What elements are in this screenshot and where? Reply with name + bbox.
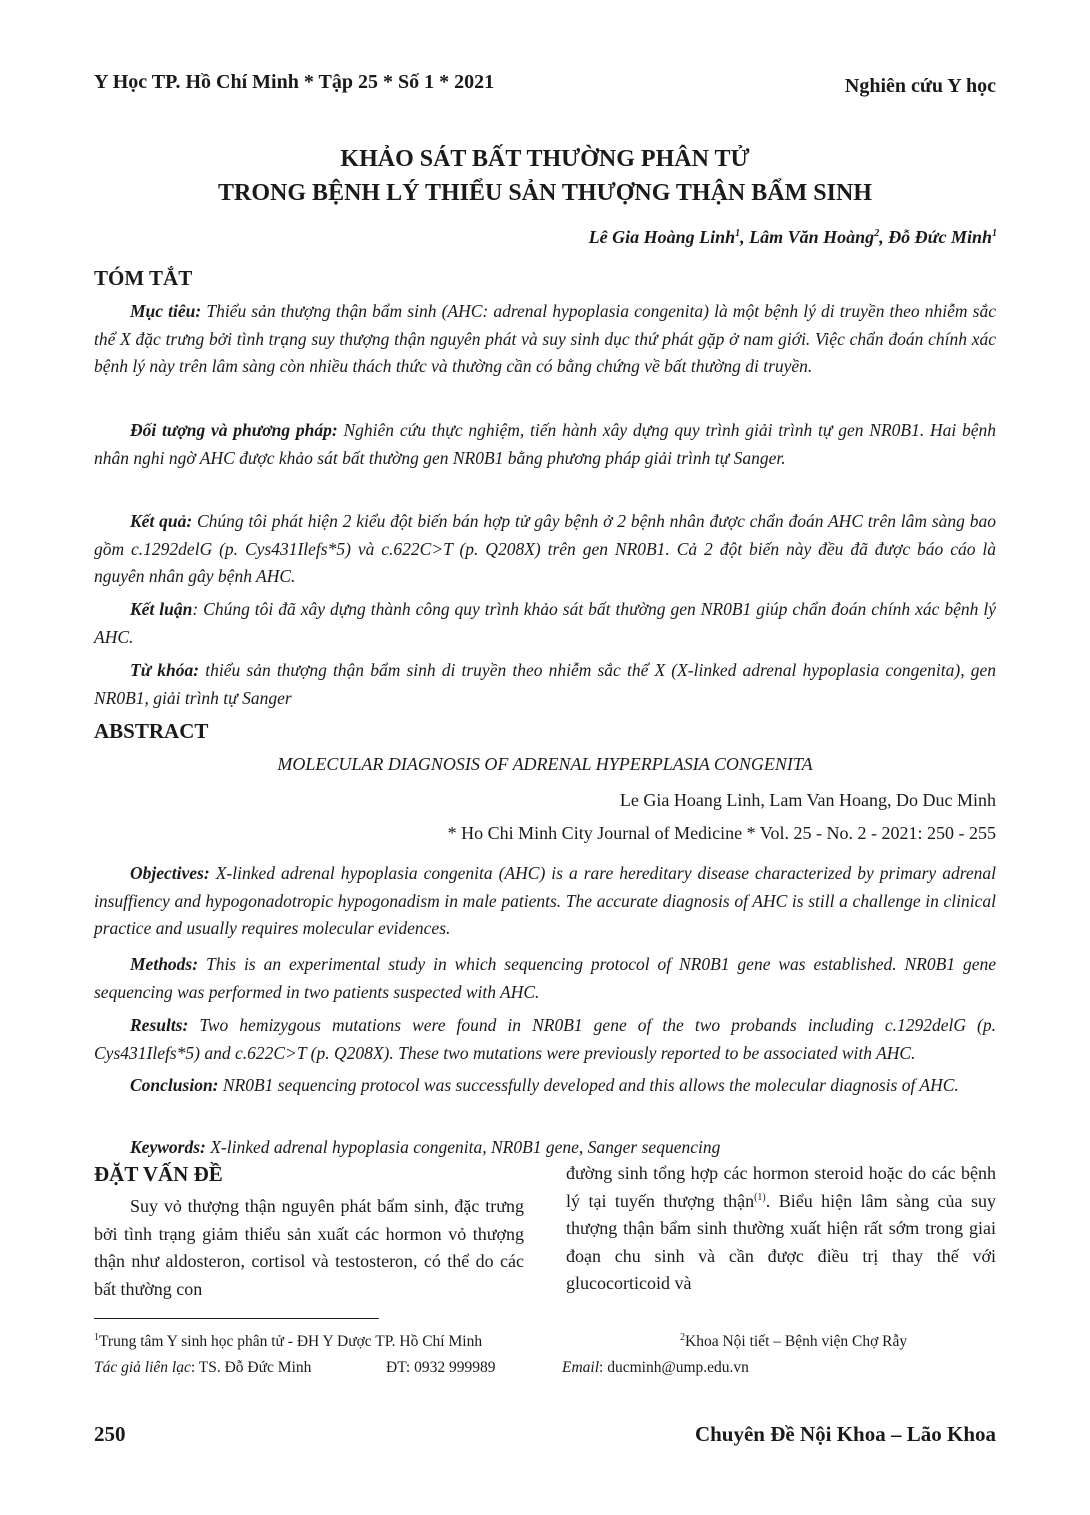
footnote-text: Trung tâm Y sinh học phân tử - ĐH Y Dược TP. Hồ Chí Minh: [99, 1333, 483, 1350]
abstract-keywords: [94, 1134, 996, 1162]
author-affiliation: 1: [992, 228, 997, 239]
intro-left-column: Suy vỏ thượng thận nguyên phát bẩm sinh, đặc trưng bởi tình trạng giảm thiểu sản xuất các hormon vỏ thượng thận như aldosteron, cortisol và testosteron, có thể do các bất thường con: [94, 1196, 524, 1299]
author-separator: ,: [740, 227, 750, 247]
summary-methods: [94, 417, 996, 472]
paragraph-label: Kết luận: [130, 599, 193, 619]
paragraph-text: This is an experimental study in which sequencing protocol of NR0B1 gene was established. NR0B1 gene sequencing was performed in two patients suspected with AHC.: [94, 954, 996, 1002]
abstract-methods: [94, 951, 996, 1006]
footnote-divider: [94, 1318, 379, 1319]
summary-heading: TÓM TẮT: [94, 266, 193, 290]
paragraph-label: Đối tượng và phương pháp:: [130, 420, 338, 440]
summary-results: [94, 508, 996, 591]
summary-objectives: [94, 298, 996, 381]
author-list: [589, 227, 997, 248]
page-number: 250: [94, 1422, 126, 1446]
author-name: Lê Gia Hoàng Linh: [588, 227, 736, 247]
paragraph-text: Thiểu sản thượng thận bẩm sinh (AHC: adrenal hypoplasia congenita) là một bệnh lý di truyền theo nhiễm sắc thể X đặc trưng bởi tình trạng suy thượng thận nguyên phát và suy sinh dục thứ phát gặp ở nam giới. Việc chẩn đoán chính xác bệnh lý này trên lâm sàng còn nhiều thách thức và thường cần có bằng chứng về bất thường di truyền.: [94, 301, 996, 376]
paragraph-text: Two hemizygous mutations were found in NR0B1 gene of the two probands including c.1292delG (p. Cys431Ilefs*5) and c.622C>T (p. Q208X). These two mutations were previously reported to be associated with AHC.: [94, 1015, 996, 1063]
paragraph-label: Objectives:: [130, 863, 210, 883]
intro-right-text: đường sinh tổng hợp các hormon steroid hoặc do các bệnh lý tại tuyến thượng thận: [566, 1163, 996, 1211]
abstract-citation: * Ho Chi Minh City Journal of Medicine * Vol. 25 - No. 2 - 2021: 250 - 255: [447, 823, 996, 843]
paragraph-label: Methods:: [130, 954, 199, 974]
summary-conclusion: [94, 596, 996, 651]
journal-header: Y Học TP. Hồ Chí Minh * Tập 25 * Số 1 * 2021: [94, 71, 495, 93]
paragraph-label: Keywords:: [130, 1137, 206, 1157]
footnote-number: 2: [680, 1331, 685, 1343]
author-separator: ,: [879, 227, 889, 247]
paragraph-text: NR0B1 sequencing protocol was successfully developed and this allows the molecular diagnosis of AHC.: [218, 1075, 959, 1095]
contact-name: : TS. Đỗ Đức Minh: [190, 1359, 312, 1376]
footnote-affiliation-1: [94, 1333, 482, 1351]
paragraph-label: Kết quả:: [130, 511, 193, 531]
email-address: : ducminh@ump.edu.vn: [599, 1359, 749, 1376]
abstract-authors: Le Gia Hoang Linh, Lam Van Hoang, Do Duc Minh: [619, 790, 996, 810]
intro-heading: ĐẶT VẤN ĐỀ: [94, 1162, 223, 1186]
footnote-affiliation-2: [680, 1333, 907, 1351]
paragraph-text: thiểu sản thượng thận bẩm sinh di truyền theo nhiễm sắc thể X (X-linked adrenal hypoplasia congenita), gen NR0B1, giải trình tự Sanger: [94, 660, 996, 708]
footnote-text: Khoa Nội tiết – Bệnh viện Chợ Rẫy: [685, 1333, 908, 1350]
abstract-heading: ABSTRACT: [94, 719, 209, 743]
footnote-phone: ĐT: 0932 999989: [386, 1359, 496, 1376]
summary-keywords: [94, 657, 996, 712]
abstract-results: [94, 1012, 996, 1067]
footnote-contact: [94, 1359, 311, 1377]
paragraph-text: Nghiên cứu thực nghiệm, tiến hành xây dựng quy trình giải trình tự gen NR0B1. Hai bệnh nhân nghi ngờ AHC được khảo sát bất thường gen NR0B1 bằng phương pháp giải trình tự Sanger.: [94, 420, 997, 468]
paper-title: [0, 142, 1090, 210]
intro-right-column: [566, 1160, 996, 1298]
author-affiliation: 2: [874, 228, 880, 239]
author-name: Lâm Văn Hoàng: [749, 227, 875, 247]
paragraph-text: X-linked adrenal hypoplasia congenita, NR0B1 gene, Sanger sequencing: [205, 1137, 721, 1157]
citation-reference: (1): [754, 1191, 766, 1203]
intro-right-text: . Biểu hiện lâm sàng của suy thượng thận bẩm sinh thường xuất hiện rất sớm trong giai đoạn chu sinh và cần được điều trị thay thế với glucocorticoid và: [566, 1190, 996, 1293]
paragraph-label: Mục tiêu:: [130, 301, 202, 321]
title-line-2: TRONG BỆNH LÝ THIỂU SẢN THƯỢNG THẬN BẨM SINH: [218, 180, 872, 206]
paragraph-label: Results:: [130, 1015, 189, 1035]
author-affiliation: 1: [735, 228, 741, 239]
footnote-email: [562, 1359, 749, 1377]
footnote-number: 1: [94, 1331, 99, 1343]
author-name: Đỗ Đức Minh: [888, 227, 992, 247]
paragraph-text: X-linked adrenal hypoplasia congenita (AHC) is a rare hereditary disease characterized by primary adrenal insuffiency and hypogonadotropic hypogonadism in male patients. The accurate diagnosis of AHC is still a challenge in clinical practice and usually requires molecular evidences.: [94, 863, 996, 938]
section-header: Nghiên cứu Y học: [844, 75, 996, 97]
abstract-title: MOLECULAR DIAGNOSIS OF ADRENAL HYPERPLASIA CONGENITA: [277, 754, 813, 774]
paragraph-text: : Chúng tôi đã xây dựng thành công quy trình khảo sát bất thường gen NR0B1 giúp chẩn đoán chính xác bệnh lý AHC.: [94, 599, 996, 647]
abstract-conclusion: [94, 1072, 996, 1100]
abstract-objectives: [94, 860, 996, 943]
contact-label: Tác giả liên lạc: [94, 1359, 191, 1376]
paragraph-label: Từ khóa:: [130, 660, 200, 680]
paragraph-label: Conclusion:: [130, 1075, 219, 1095]
title-line-1: KHẢO SÁT BẤT THƯỜNG PHÂN TỬ: [340, 146, 750, 172]
paragraph-text: Chúng tôi phát hiện 2 kiểu đột biến bán hợp tử gây bệnh ở 2 bệnh nhân được chẩn đoán AHC trên lâm sàng bao gồm c.1292delG (p. Cys431Ilefs*5) và c.622C>T (p. Q208X) trên gen NR0B1. Cả 2 đột biến này đều đã được báo cáo là nguyên nhân gây bệnh AHC.: [94, 511, 996, 586]
email-label: Email: [562, 1359, 600, 1376]
footer-section: Chuyên Đề Nội Khoa – Lão Khoa: [694, 1422, 996, 1446]
